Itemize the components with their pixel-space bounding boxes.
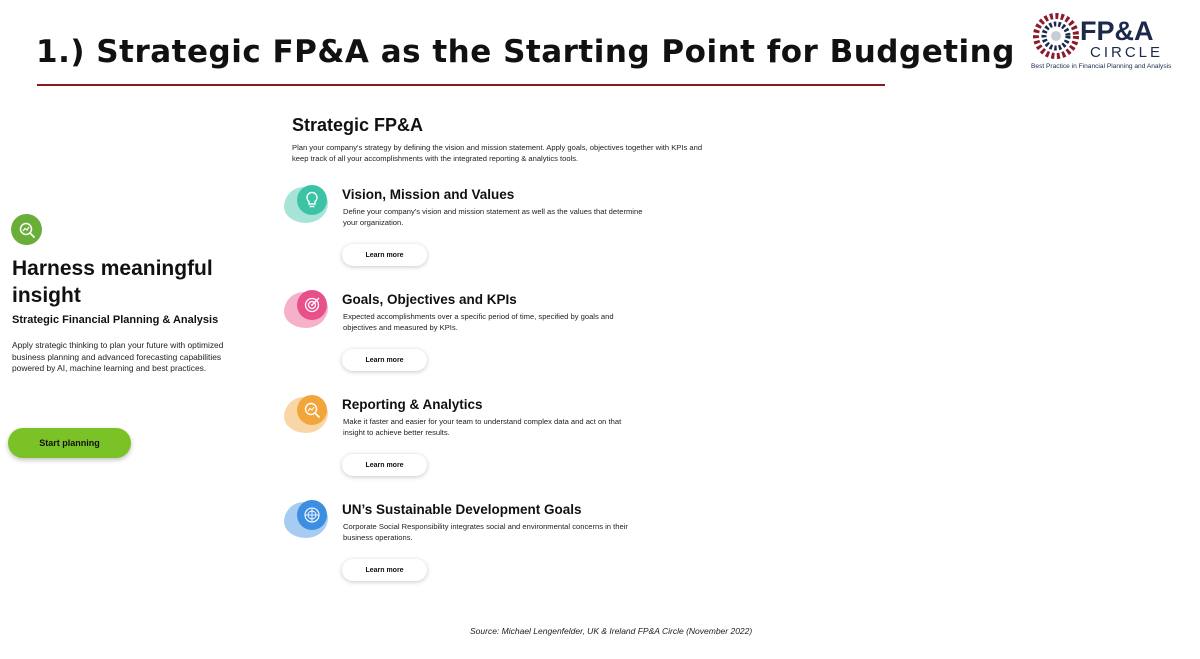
learn-more-button[interactable]: Learn more [342,559,427,581]
logo-tagline: Best Practice in Financial Planning and Analysis [1031,63,1172,70]
analytics-magnifier-icon [11,214,42,245]
feature-title: Goals, Objectives and KPIs [342,292,517,307]
analytics-magnifier-icon [297,395,327,425]
section-description: Plan your company's strategy by defining the vision and mission statement. Apply goals, objectives together with KPIs and keep track of all your accomplishments with the integrated reporting & analytics tools. [292,143,703,163]
feature-description: Make it faster and easier for your team to understand complex data and act on that insight to achieve better results. [343,417,622,437]
slide-title: 1.) Strategic FP&A as the Starting Point for Budgeting [36,34,1015,70]
target-icon [297,290,327,320]
feature-description: Expected accomplishments over a specific period of time, specified by goals and objectives and measured by KPIs. [343,312,614,332]
hero-description: Apply strategic thinking to plan your future with optimized business planning and advanced forecasting capabilities powered by AI, machine learning and best practices. [12,340,224,373]
section-title: Strategic FP&A [292,115,424,135]
un-emblem-icon [297,500,327,530]
learn-more-button[interactable]: Learn more [342,454,427,476]
logo-text-bottom: CIRCLE [1090,44,1164,61]
feature-un-sdg [282,498,662,598]
hero-title: Harness meaningful insight [12,257,213,307]
learn-more-button[interactable]: Learn more [342,244,427,266]
feature-description: Corporate Social Responsibility integrates social and environmental concerns in their business operations. [343,522,628,542]
title-divider [37,84,885,86]
start-planning-button[interactable]: Start planning [8,428,131,458]
feature-vision-mission-values [282,183,662,283]
feature-goals-objectives-kpis [282,288,662,388]
hero-subtitle: Strategic Financial Planning & Analysis [12,314,219,326]
feature-reporting-analytics [282,393,662,493]
feature-title: Reporting & Analytics [342,397,483,412]
logo-circle-icon [1030,10,1082,62]
learn-more-button[interactable]: Learn more [342,349,427,371]
source-citation: Source: Michael Lengenfelder, UK & Ireland FP&A Circle (November 2022) [470,626,753,636]
logo-text-top: FP&A [1080,16,1154,46]
fpa-circle-logo [1030,10,1190,72]
feature-title: Vision, Mission and Values [342,187,515,202]
lightbulb-icon [297,185,327,215]
feature-description: Define your company's vision and mission statement as well as the values that determine your organization. [343,207,643,227]
feature-title: UN’s Sustainable Development Goals [342,502,582,517]
